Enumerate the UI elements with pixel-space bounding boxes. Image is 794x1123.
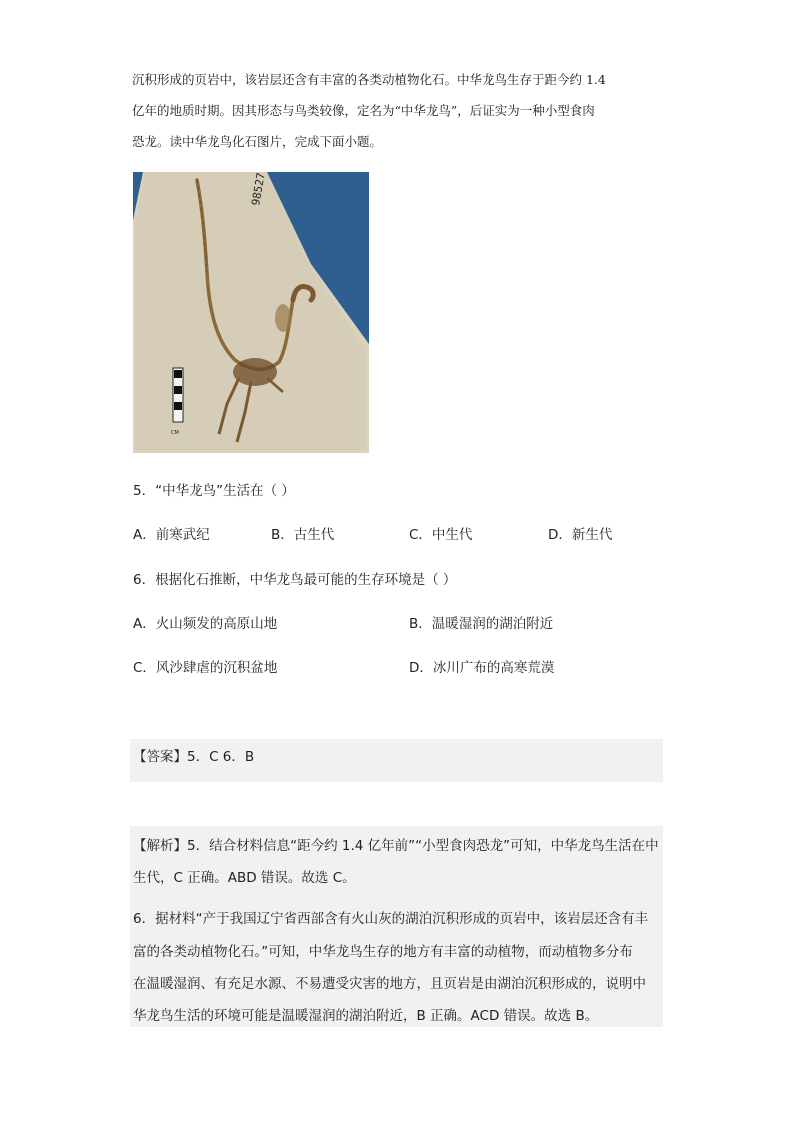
analysis-line: 富的各类动植物化石。”可知，中华龙鸟生存的地方有丰富的动植物，而动植物多分布	[133, 944, 633, 960]
analysis-line: 华龙鸟生活的环境可能是温暖湿润的湖泊附近，B 正确。ACD 错误。故选 B。	[133, 1008, 599, 1024]
q5-option-b: B．古生代	[271, 527, 335, 543]
question-5-stem: 5．“中华龙鸟”生活在（ ）	[133, 483, 295, 499]
intro-line: 恐龙。读中华龙鸟化石图片，完成下面小题。	[132, 134, 383, 149]
analysis-line: 生代，C 正确。ABD 错误。故选 C。	[133, 870, 356, 886]
intro-line: 亿年的地质时期。因其形态与鸟类较像，定名为“中华龙鸟”，后证实为一种小型食肉	[132, 103, 595, 118]
fossil-photo	[133, 172, 369, 453]
q6-option-d: D．冰川广布的高寒荒漠	[409, 660, 555, 676]
question-6-stem: 6．根据化石推断，中华龙鸟最可能的生存环境是（ ）	[133, 572, 457, 588]
q6-option-a: A．火山频发的高原山地	[133, 616, 278, 632]
q5-option-c: C．中生代	[409, 527, 473, 543]
analysis-line: 在温暖湿润、有充足水源、不易遭受灾害的地方，且页岩是由湖泊沉积形成的，说明中	[133, 976, 646, 992]
analysis-line: 6．据材料“产于我国辽宁省西部含有火山灰的湖泊沉积形成的页岩中，该岩层还含有丰	[133, 911, 649, 927]
intro-paragraph	[132, 64, 672, 157]
q6-option-b: B．温暖湿润的湖泊附近	[409, 616, 554, 632]
scale-label: CM	[171, 430, 179, 436]
q5-option-a: A．前寒武纪	[133, 527, 210, 543]
q5-option-d: D．新生代	[548, 527, 613, 543]
analysis-line: 【解析】5．结合材料信息“距今约 1.4 亿年前”“小型食肉恐龙”可知，中华龙鸟生活在中	[133, 838, 659, 854]
answer-text: 【答案】5．C 6．B	[133, 749, 255, 765]
q6-option-c: C．风沙肆虐的沉积盆地	[133, 660, 278, 676]
intro-line: 沉积形成的页岩中，该岩层还含有丰富的各类动植物化石。中华龙鸟生存于距今约 1.4	[132, 72, 606, 87]
specimen-number: 98527	[249, 172, 268, 207]
